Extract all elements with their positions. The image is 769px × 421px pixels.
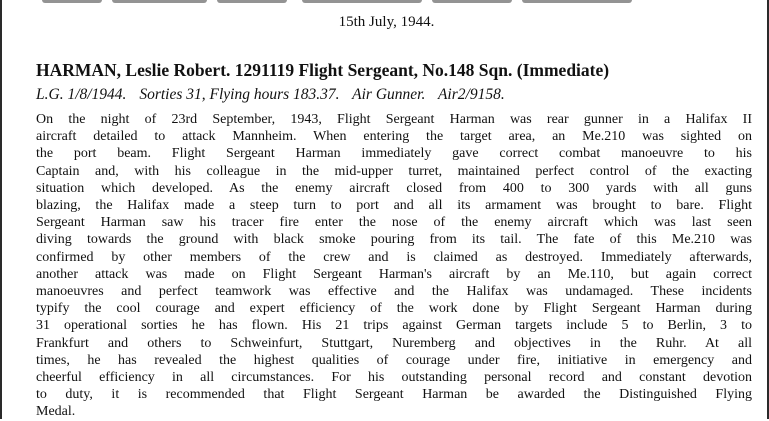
citation-line: the port beam. Flight Sergeant Harman immediately gave correct combat manoeuvre to his <box>36 146 752 162</box>
role: Air Gunner. <box>352 86 426 103</box>
record-date: 15th July, 1944. <box>338 14 435 30</box>
citation-line: times, he has revealed the highest qualities of courage under fire, initiative in emergency and <box>36 352 752 368</box>
citation-text <box>36 111 752 421</box>
citation-line: Sergeant Harman saw his tracer fire enter the nose of the enemy aircraft which was last seen <box>36 215 752 231</box>
citation-line: to duty, it is recommended that Flight Sergeant Harman be awarded the Distinguished Flying <box>36 387 752 403</box>
citation-line: aircraft detailed to attack Mannheim. When entering the target area, an Me.210 was sighted on <box>36 129 752 145</box>
citation-line: cheerful efficiency in all circumstances. For his outstanding personal record and constant devotion <box>36 370 752 386</box>
archive-reference: Air2/9158. <box>437 86 505 103</box>
citation-line: Captain and, with his colleague in the mid-upper turret, maintained perfect control of the exacting <box>36 163 752 179</box>
award-details <box>36 86 756 104</box>
citation-line: Medal. <box>36 404 76 420</box>
sorties-hours: Sorties 31, Flying hours 183.37. <box>139 86 340 103</box>
citation-line: another attack was made on Flight Sergeant Harman's aircraft by an Me.110, but again correct <box>36 266 752 282</box>
citation-line: Frankfurt and others to Schweinfurt, Stuttgart, Nuremberg and objectives in the Ruhr. At all <box>36 335 752 351</box>
citation-line: manoeuvres and perfect teamwork was effective and the Halifax was undamaged. These incidents <box>36 284 752 300</box>
citation-line: 31 operational sorties he has flown. His 21 trips against German targets include 5 to Berlin, 3 to <box>36 318 752 334</box>
citation-line: typify the cool courage and expert efficiency of the work done by Flight Sergeant Harman during <box>36 301 752 317</box>
citation-line: On the night of 23rd September, 1943, Flight Sergeant Harman was rear gunner in a Halifax II <box>36 112 752 127</box>
cut-off-previous-text <box>2 0 767 5</box>
citation-line: blazing, the Halifax made a steep turn to port and all its armament was brought to bare. Flight <box>36 198 752 214</box>
citation-line: confirmed by other members of the crew and is claimed as destroyed. Immediately afterwards, <box>36 249 752 265</box>
citation-line: diving towards the ground with black smoke pouring from its tail. The fate of this Me.210 was <box>36 232 752 248</box>
citation-line: situation which developed. As the enemy aircraft closed from 400 to 300 yards with all guns <box>36 180 752 196</box>
gazette-date: L.G. 1/8/1944. <box>36 86 127 103</box>
award-heading: HARMAN, Leslie Robert. 1291119 Flight Sergeant, No.148 Sqn. (Immediate) <box>36 60 610 80</box>
